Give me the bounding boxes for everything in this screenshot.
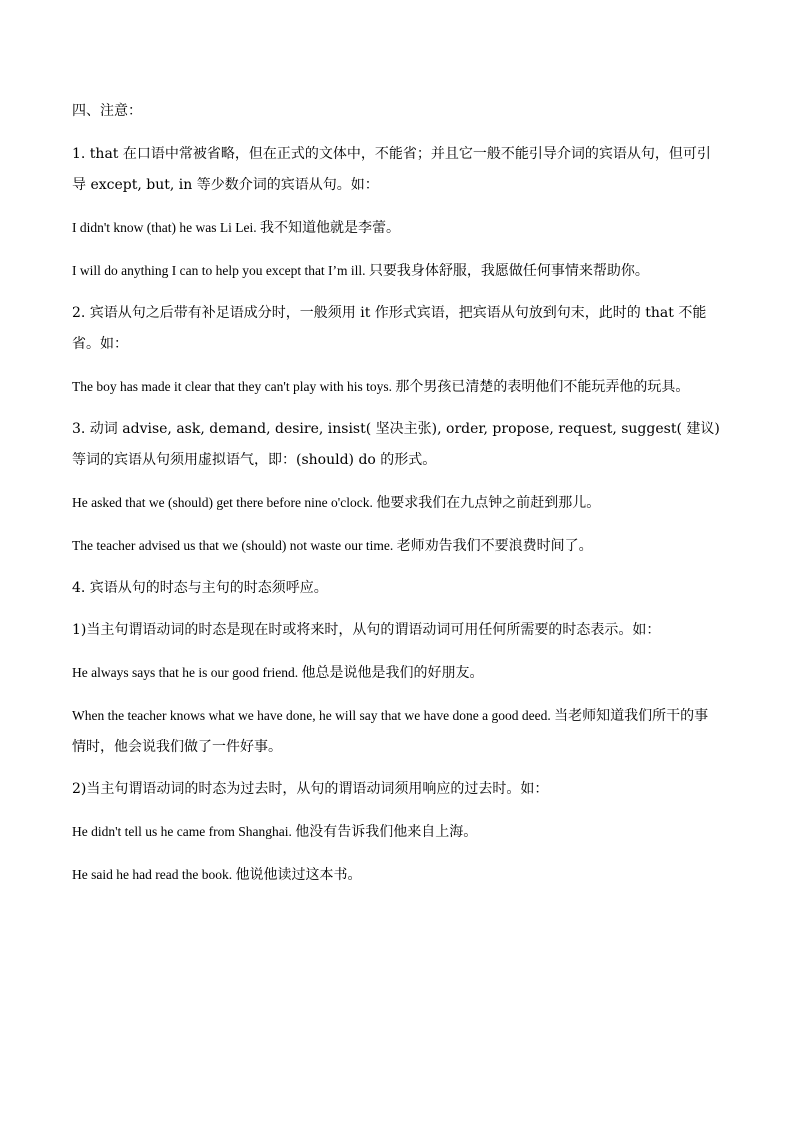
example-sentence <box>72 530 722 562</box>
example-chinese: 当老师知道我们所干的事情时，他会说我们做了一件好事。 <box>72 708 709 755</box>
example-english: He always says that he is our good friend. <box>72 665 302 680</box>
example-english: I didn't know (that) he was Li Lei. <box>72 220 261 235</box>
example-english: When the teacher knows what we have done, he will say that we have done a good deed. <box>72 708 555 723</box>
example-english: He said he had read the book. <box>72 867 236 882</box>
example-sentence <box>72 700 722 763</box>
note-2: 2. 宾语从句之后带有补足语成分时，一般须用 it 作形式宾语，把宾语从句放到句末，此时的 that 不能省。如： <box>72 305 707 352</box>
example-chinese: 那个男孩已清楚的表明他们不能玩弄他的玩具。 <box>395 379 690 395</box>
example-english: The teacher advised us that we (should) not waste our time. <box>72 538 397 553</box>
note-4-1: 1)当主句谓语动词的时态是现在时或将来时，从句的谓语动词可用任何所需要的时态表示。如： <box>72 622 661 638</box>
document-page <box>72 96 722 902</box>
example-english: I will do anything I can to help you except that I’m ill. <box>72 263 369 278</box>
note-4-2: 2)当主句谓语动词的时态为过去时，从句的谓语动词须用响应的过去时。如： <box>72 781 549 797</box>
example-chinese: 老师劝告我们不要浪费时间了。 <box>396 538 593 554</box>
example-sentence <box>72 859 722 891</box>
example-chinese: 只要我身体舒服，我愿做任何事情来帮助你。 <box>368 263 649 279</box>
example-sentence <box>72 487 722 519</box>
example-chinese: 他没有告诉我们他来自上海。 <box>295 824 478 840</box>
note-4: 4. 宾语从句的时态与主句的时态须呼应。 <box>72 580 328 596</box>
note-1: 1. that 在口语中常被省略，但在正式的文体中，不能省；并且它一般不能引导介词的宾语从句，但可引导 except, but, in 等少数介词的宾语从句。如： <box>72 146 711 193</box>
note-3: 3. 动词 advise, ask, demand, desire, insist( 坚决主张), order, propose, request, suggest( 建议)等词的宾语从句须用虚拟语气，即：(should) do 的形式。 <box>72 421 720 468</box>
example-chinese: 他要求我们在九点钟之前赶到那儿。 <box>376 495 601 511</box>
example-chinese: 他总是说他是我们的好朋友。 <box>301 665 484 681</box>
example-sentence <box>72 255 722 287</box>
example-english: He asked that we (should) get there before nine o'clock. <box>72 495 377 510</box>
example-english: He didn't tell us he came from Shanghai. <box>72 824 296 839</box>
example-sentence <box>72 657 722 689</box>
example-english: The boy has made it clear that they can't play with his toys. <box>72 379 396 394</box>
example-sentence <box>72 212 722 244</box>
example-sentence <box>72 371 722 403</box>
example-chinese: 我不知道他就是李蕾。 <box>260 220 401 236</box>
section-heading: 四、注意： <box>72 103 142 119</box>
example-sentence <box>72 816 722 848</box>
example-chinese: 他说他读过这本书。 <box>235 867 362 883</box>
